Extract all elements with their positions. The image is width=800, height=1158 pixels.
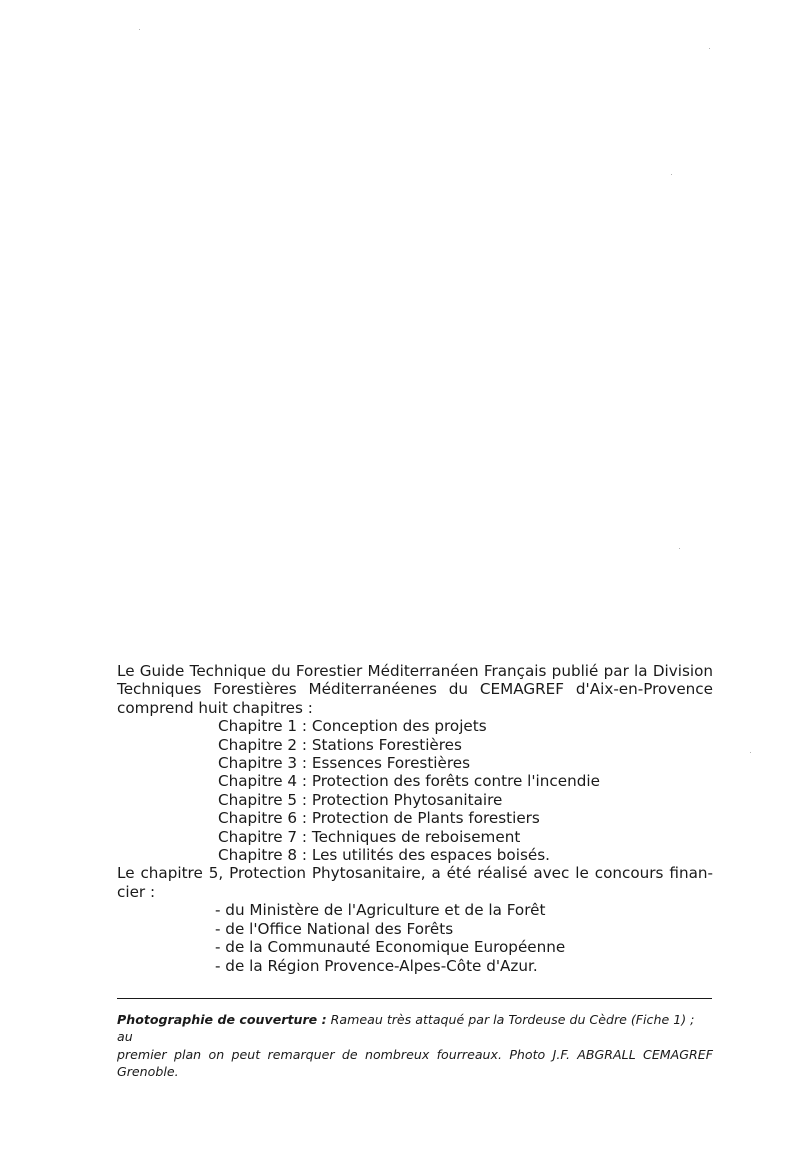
funder-item: - de la Région Provence-Alpes-Côte d'Azur. (215, 956, 538, 975)
section-divider (117, 998, 712, 999)
chapter-item: Chapitre 4 : Protection des forêts contre l'incendie (218, 772, 600, 791)
scan-speck (679, 548, 680, 549)
chapter-list (117, 717, 713, 864)
intro-line-1: Le Guide Technique du Forestier Méditerranéen Français publié par la Division (117, 662, 713, 680)
scan-speck (750, 752, 751, 753)
caption-line-1 (117, 1011, 713, 1046)
chapter-item: Chapitre 8 : Les utilités des espaces boisés. (218, 846, 550, 865)
chapter-item: Chapitre 7 : Techniques de reboisement (218, 827, 521, 846)
caption-line-3: Grenoble. (117, 1064, 179, 1080)
caption-line-2: premier plan on peut remarquer de nombreux fourreaux. Photo J.F. ABGRALL CEMAGREF (117, 1046, 713, 1062)
chapter-item: Chapitre 3 : Essences Forestières (218, 754, 471, 773)
guide-description (117, 662, 713, 975)
funder-list (117, 901, 713, 975)
chapter-item: Chapitre 2 : Stations Forestières (218, 735, 462, 754)
chapter-item: Chapitre 5 : Protection Phytosanitaire (218, 790, 503, 809)
scan-speck (709, 48, 710, 49)
cover-photo-caption (117, 1011, 713, 1081)
scan-speck (671, 174, 672, 175)
chapter-item: Chapitre 1 : Conception des projets (218, 717, 487, 736)
funder-item: - de l'Office National des Forêts (215, 919, 454, 938)
scan-speck (139, 29, 140, 30)
caption-text: Rameau très attaqué par la Tordeuse du Cèdre (Fiche 1) ; au (117, 1012, 695, 1045)
funding-line-1: Le chapitre 5, Protection Phytosanitaire, a été réalisé avec le concours finan- (117, 864, 713, 883)
funder-item: - du Ministère de l'Agriculture et de la Forêt (215, 901, 546, 920)
chapter-item: Chapitre 6 : Protection de Plants forestiers (218, 809, 540, 828)
intro-line-3: comprend huit chapitres : (117, 698, 313, 717)
funding-line-2: cier : (117, 882, 156, 901)
caption-label: Photographie de couverture : (117, 1012, 327, 1027)
funder-item: - de la Communauté Economique Européenne (215, 938, 566, 957)
intro-line-2: Techniques Forestières Méditerranéenes du CEMAGREF d'Aix-en-Provence (117, 680, 713, 699)
